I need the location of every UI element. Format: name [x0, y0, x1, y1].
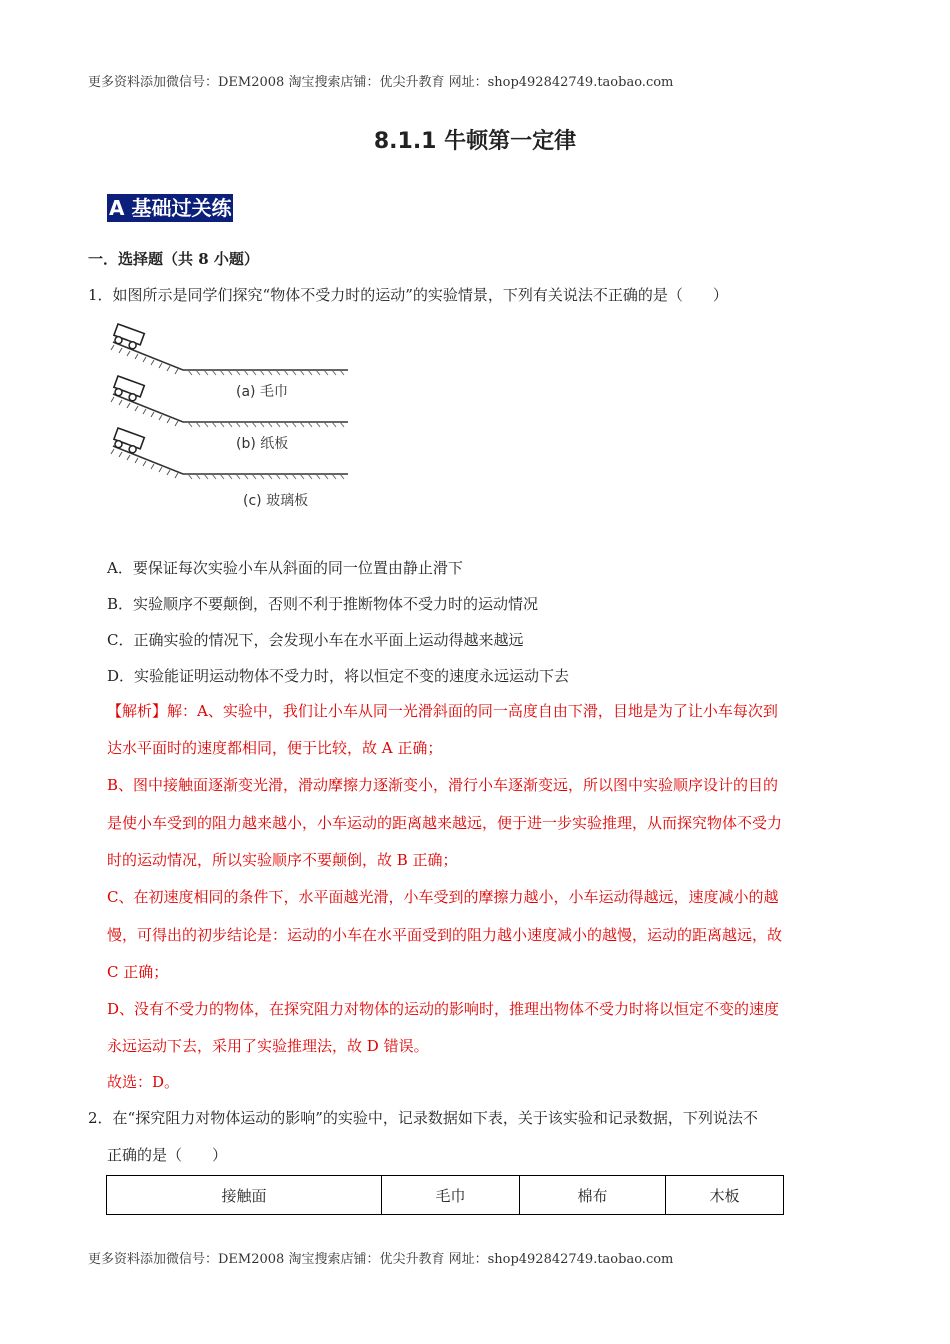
label-cardboard: (b) 纸板: [236, 436, 289, 452]
analysis-line: C、在初速度相同的条件下，水平面越光滑，小车受到的摩擦力越小，小车运动得越远，速度减小的越: [107, 888, 779, 906]
option-a: A．要保证每次实验小车从斜面的同一位置由静止滑下: [107, 559, 463, 577]
question-2-stem-cont: 正确的是（ ）: [107, 1146, 228, 1164]
option-b: B．实验顺序不要颠倒，否则不利于推断物体不受力时的运动情况: [107, 595, 539, 613]
ramp-towel: [111, 324, 348, 400]
analysis-line: 慢，可得出的初步结论是：运动的小车在水平面受到的阻力越小速度减小的越慢，运动的距离越远，故: [107, 926, 783, 944]
analysis-line: B、图中接触面逐渐变光滑，滑动摩擦力逐渐变小，滑行小车逐渐变远，所以图中实验顺序设计的目的: [107, 776, 779, 794]
page-header: 更多资料添加微信号：DEM2008 淘宝搜索店铺：优尖升教育 网址：shop492842749.taobao.com: [88, 75, 674, 90]
page-title: 8.1.1 牛顿第一定律: [373, 129, 577, 154]
label-towel: (a) 毛巾: [236, 384, 288, 400]
cart-icon: [112, 324, 145, 351]
analysis-line: 【解析】解：A、实验中，我们让小车从同一光滑斜面的同一高度自由下滑，目地是为了让小车每次到: [107, 702, 778, 720]
analysis-line: 达水平面时的速度都相同，便于比较，故 A 正确；: [107, 739, 443, 757]
table-row: [107, 1176, 784, 1215]
option-d: D．实验能证明运动物体不受力时，将以恒定不变的速度永远运动下去: [107, 667, 570, 685]
question-2-stem: 2．在“探究阻力对物体运动的影响”的实验中，记录数据如下表，关于该实验和记录数据，下列说法不: [88, 1109, 758, 1127]
data-table: [106, 1175, 784, 1215]
analysis-line: 时的运动情况，所以实验顺序不要颠倒，故 B 正确；: [107, 851, 458, 869]
ramp-cardboard: [111, 376, 348, 452]
cart-icon: [112, 376, 145, 403]
table-header-cell: 接触面: [107, 1176, 382, 1215]
table-header-cell: 棉布: [520, 1176, 666, 1215]
ramp-glass: [111, 428, 348, 509]
analysis-line: 是使小车受到的阻力越来越小，小车运动的距离越来越远，便于进一步实验推理，从而探究物体不受力: [107, 814, 783, 832]
analysis-line: 永远运动下去，采用了实验推理法，故 D 错误。: [107, 1037, 429, 1055]
table-header-cell: 木板: [666, 1176, 784, 1215]
experiment-figure: [108, 318, 358, 518]
table-header-cell: 毛巾: [382, 1176, 520, 1215]
analysis-line: D、没有不受力的物体，在探究阻力对物体的运动的影响时，推理出物体不受力时将以恒定不变的速度: [107, 1000, 780, 1018]
option-c: C．正确实验的情况下，会发现小车在水平面上运动得越来越远: [107, 631, 524, 649]
label-glass: (c) 玻璃板: [243, 493, 309, 509]
section-badge: A 基础过关练: [109, 196, 232, 220]
section-heading: 一．选择题（共 8 小题）: [88, 250, 259, 268]
question-1-stem: 1．如图所示是同学们探究“物体不受力时的运动”的实验情景，下列有关说法不正确的是（ ）: [88, 286, 728, 304]
answer-choice: 故选：D。: [107, 1073, 180, 1091]
page-footer: 更多资料添加微信号：DEM2008 淘宝搜索店铺：优尖升教育 网址：shop492842749.taobao.com: [88, 1252, 674, 1267]
cart-icon: [112, 428, 145, 455]
analysis-line: C 正确；: [107, 963, 169, 981]
